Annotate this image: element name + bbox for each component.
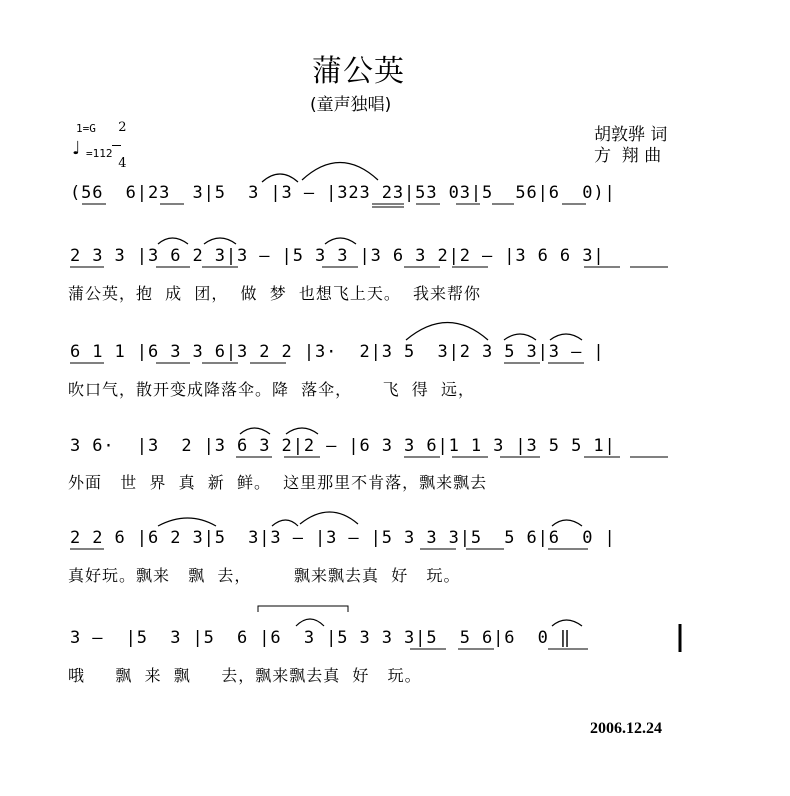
slur-arc bbox=[406, 323, 488, 341]
notation-line-2: 2 3 3 |3 6 2 3|3 – |5 3 3 |3 6 3 2|2 – |3 6 6 3| bbox=[70, 246, 605, 266]
slur-arc bbox=[286, 428, 318, 434]
time-signature-top: 2 bbox=[118, 120, 127, 135]
lyricist-credit: 胡敦骅 词 bbox=[594, 125, 668, 145]
time-signature-bottom: 4 bbox=[118, 156, 127, 171]
tie-arc bbox=[262, 174, 298, 182]
lyrics-line-6: 哦 飘 来 飘 去，飘来飘去真 好 玩。 bbox=[68, 666, 422, 685]
slur-arc bbox=[302, 163, 378, 181]
slur-arc bbox=[552, 520, 582, 526]
composer-credit: 方 翔 曲 bbox=[594, 146, 662, 166]
slur-arc bbox=[300, 512, 358, 524]
key-signature: 1=G bbox=[76, 122, 96, 135]
slur-arc bbox=[158, 518, 216, 526]
lyrics-line-4: 外面 世 界 真 新 鲜。 这里那里不肯落，飘来飘去 bbox=[68, 473, 488, 492]
slur-arc bbox=[550, 334, 582, 340]
tie-arc bbox=[272, 520, 298, 526]
slur-arc bbox=[204, 238, 236, 244]
lyrics-line-5: 真好玩。飘来 飘 去， 飘来飘去真 好 玩。 bbox=[68, 566, 461, 585]
notation-line-3: 6 1 1 |6 3 3 6|3 2 2 |3· 2|3 5 3|2 3 5 3|3 – | bbox=[70, 342, 605, 362]
tuplet-bracket bbox=[258, 606, 348, 612]
song-title: 蒲公英 bbox=[312, 54, 405, 89]
quarter-note-icon: ♩ bbox=[72, 138, 81, 159]
tie-arc bbox=[296, 619, 324, 626]
notation-line-4: 3 6· |3 2 |3 6 3 2|2 – |6 3 3 6|1 1 3 |3 5 5 1| bbox=[70, 436, 616, 456]
tempo-marking: =112 bbox=[86, 147, 113, 160]
lyrics-line-3: 吹口气，散开变成降落伞。降 落伞， 飞 得 远， bbox=[68, 380, 475, 399]
song-subtitle: (童声独唱) bbox=[310, 95, 392, 115]
slur-arc bbox=[158, 238, 188, 244]
slur-arc bbox=[552, 620, 582, 626]
date-stamp: 2006.12.24 bbox=[590, 720, 662, 737]
slur-arc bbox=[325, 238, 356, 244]
slur-arc bbox=[240, 428, 270, 434]
notation-line-1: (56 6|23 3|5 3 |3 – |323 23|53 03|5 56|6 0)| bbox=[70, 183, 616, 203]
notation-line-6: 3 – |5 3 |5 6 |6 3 |5 3 3 3|5 5 6|6 0 ‖ bbox=[70, 628, 572, 648]
notation-line-5: 2 2 6 |6 2 3|5 3|3 – |3 – |5 3 3 3|5 5 6|6 0 | bbox=[70, 528, 616, 548]
lyrics-line-2: 蒲公英，抱 成 团， 做 梦 也想飞上天。 我来帮你 bbox=[68, 284, 482, 303]
slur-arc bbox=[504, 334, 536, 340]
